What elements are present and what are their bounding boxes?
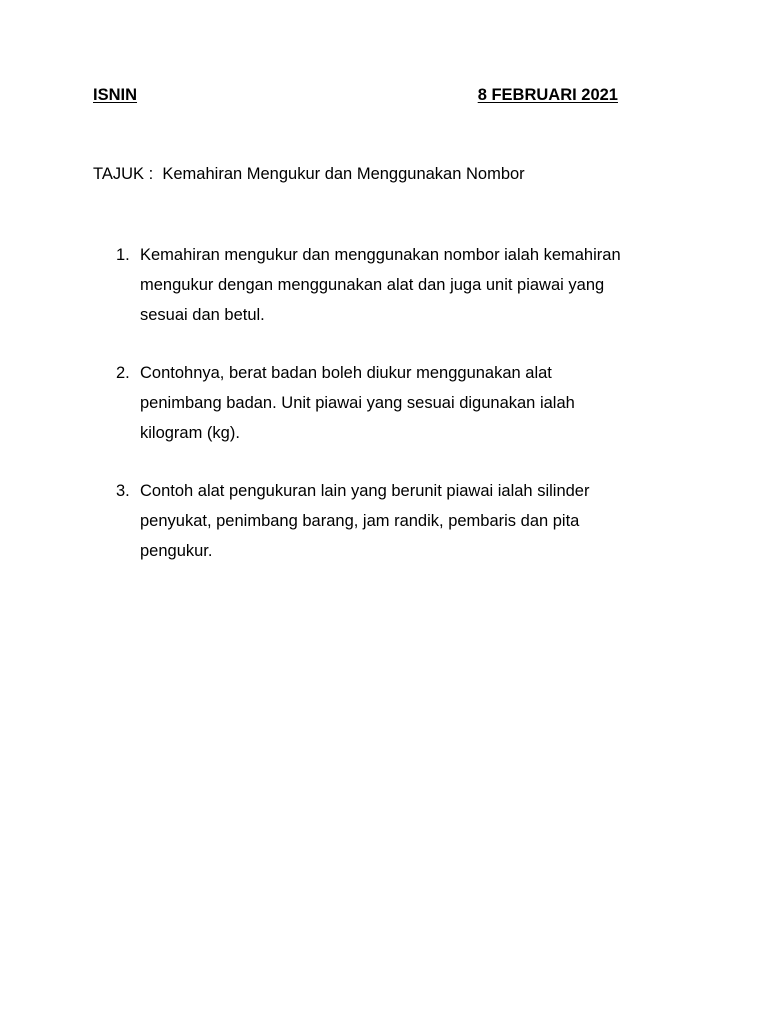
list-item-number: 1.: [116, 246, 130, 264]
list-item-line: Contoh alat pengukuran lain yang berunit piawai ialah silinder: [140, 482, 590, 500]
list-item-line: pengukur.: [140, 542, 213, 560]
list-item: [116, 358, 676, 448]
topic-label: TAJUK :: [93, 165, 154, 183]
date-heading: 8 FEBRUARI 2021: [477, 86, 618, 104]
list-item-line: mengukur dengan menggunakan alat dan juga unit piawai yang: [140, 276, 605, 294]
list-item: [116, 240, 676, 330]
list-item-line: Kemahiran mengukur dan menggunakan nombor ialah kemahiran: [140, 246, 621, 264]
list-item-line: Contohnya, berat badan boleh diukur menggunakan alat: [140, 364, 552, 382]
topic-title: Kemahiran Mengukur dan Menggunakan Nombor: [162, 165, 525, 183]
topic-line: [93, 165, 525, 184]
list-item-number: 2.: [116, 364, 130, 382]
list-item-line: kilogram (kg).: [140, 424, 240, 442]
points-list: [116, 240, 676, 594]
list-item-line: penimbang badan. Unit piawai yang sesuai digunakan ialah: [140, 394, 575, 412]
list-item-number: 3.: [116, 482, 130, 500]
day-heading: ISNIN: [93, 86, 138, 104]
list-item-line: sesuai dan betul.: [140, 306, 265, 324]
list-item-line: penyukat, penimbang barang, jam randik, pembaris dan pita: [140, 512, 580, 530]
list-item: [116, 476, 676, 566]
header-row: [93, 86, 618, 110]
